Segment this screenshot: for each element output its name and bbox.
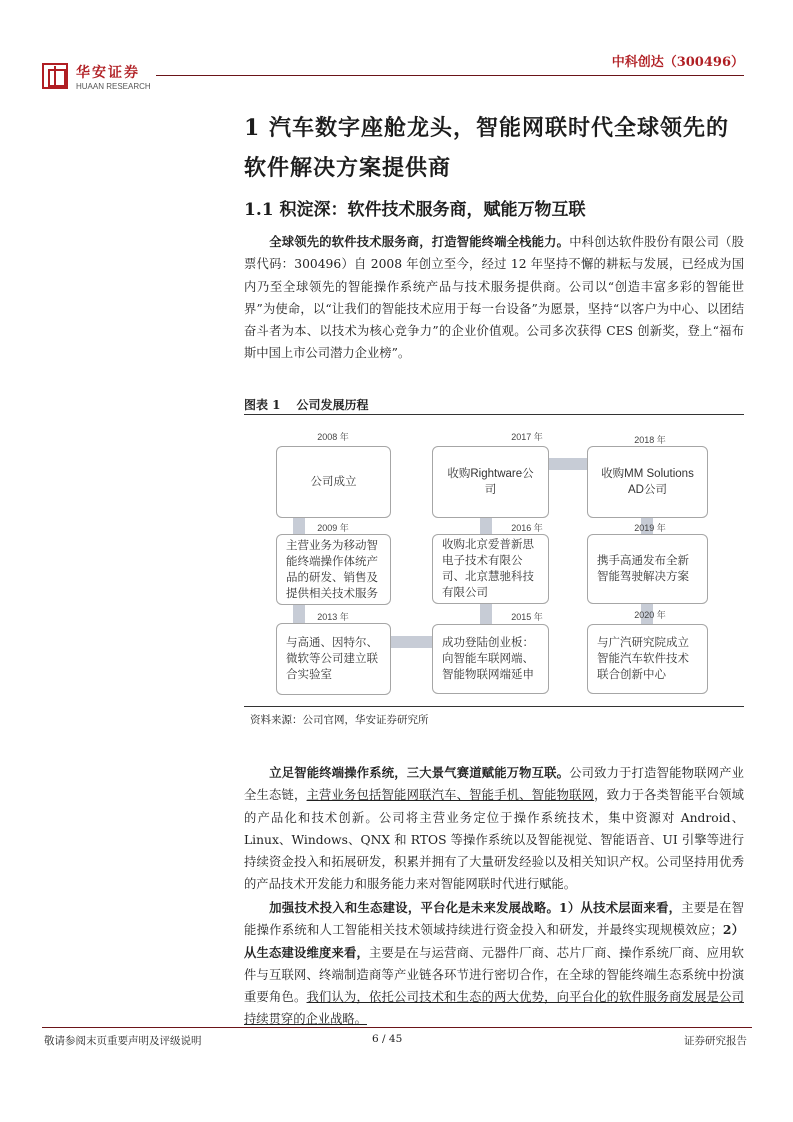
paragraph-underline: 我们认为，依托公司技术和生态的两大优势，向平台化的软件服务商发展是公司持续贯穿的企业战略。 — [244, 990, 744, 1027]
paragraph-underline: 主营业务包括智能网联汽车、智能手机、智能物联网 — [306, 788, 595, 803]
timeline-connector — [480, 518, 492, 534]
paragraph-intro — [244, 231, 744, 365]
section-title: 1 汽车数字座舱龙头，智能网联时代全球领先的软件解决方案提供商 — [244, 115, 729, 181]
figure-title — [244, 396, 369, 413]
timeline-event: 主营业务为移动智能终端操作体统产品的研发、销售及提供相关技术服务 — [276, 534, 391, 605]
timeline-event: 收购北京爱普新思电子技术有限公司、北京慧驰科技有限公司 — [432, 534, 549, 604]
timeline-event: 成功登陆创业板：向智能车联网端、智能物联网端延申 — [432, 624, 549, 694]
timeline-event: 公司成立 — [276, 446, 391, 518]
paragraph-keyword: 2）从生态建设维度来看， — [244, 922, 744, 960]
brand-name: 华安证券 — [76, 65, 140, 81]
timeline-event: 收购MM Solutions AD公司 — [587, 446, 708, 518]
header-divider — [156, 75, 744, 76]
timeline-event: 与高通、因特尔、微软等公司建立联合实验室 — [276, 623, 391, 695]
brand-name-en: HUAAN RESEARCH — [76, 82, 151, 91]
timeline-year: 2020 年 — [634, 610, 666, 620]
timeline-connector — [549, 458, 589, 470]
paragraph-lead: 加强技术投入和生态建设，平台化是未来发展战略。 — [269, 900, 560, 915]
timeline-connector — [390, 636, 434, 648]
brand-logo-icon — [42, 63, 68, 89]
footer-disclaimer: 敬请参阅末页重要声明及评级说明 — [44, 1035, 202, 1047]
timeline-year: 2016 年 — [511, 523, 543, 533]
timeline-year: 2015 年 — [511, 612, 543, 622]
timeline-year: 2008 年 — [317, 432, 349, 442]
timeline-event: 收购Rightware公司 — [432, 446, 549, 518]
subsection-title: 1.1 积淀深：软件技术服务商，赋能万物互联 — [244, 200, 586, 220]
timeline-connector — [293, 605, 305, 623]
figure-source: 资料来源：公司官网，华安证券研究所 — [250, 714, 429, 726]
timeline-year: 2009 年 — [317, 523, 349, 533]
figure-rule-bottom — [244, 706, 744, 707]
paragraph-text: ，致力于各类智能平台领域的产品化和技术创新。公司将主营业务定位于操作系统技术，集中资源对 Android、Linux、Windows、QNX 和 RTOS 等操作系统以及智能视觉、智能语音、UI 引擎等进行持续资金投入和拓展研发，积累并拥有了大量研发经验以及相关知识产权。公司坚持用优秀的产品技术开发能力和服务能力来对智能网联时代进行赋能。 — [244, 788, 744, 892]
figure-rule-top — [244, 414, 744, 415]
paragraph-body: 中科创达软件股份有限公司（股票代码：300496）自 2008 年创立至今，经过 12 年坚持不懈的耕耘与发展，已经成为国内乃至全球领先的智能操作系统产品与技术服务提供商。公司以“创造丰富多彩的智能世界”为使命，以“让我们的智能技术应用于每一台设备”为愿景，坚持“以客户为中心、以团结奋斗者为本、以技术为核心竞争力”的企业价值观。公司多次获得 CES 创新奖，登上“福布斯中国上市公司潜力企业榜”。 — [244, 235, 744, 361]
page-number: 6 / 45 — [372, 1033, 403, 1045]
paragraph-text: 公司致力于打造智能物联网产业全生态链， — [244, 766, 744, 803]
timeline-year: 2017 年 — [511, 432, 543, 442]
figure-caption: 公司发展历程 — [296, 398, 369, 412]
paragraph-keyword: 1）从技术层面来看， — [559, 900, 682, 915]
footer-report-type: 证券研究报告 — [684, 1035, 747, 1047]
timeline-event: 携手高通发布全新智能驾驶解决方案 — [587, 534, 708, 604]
paragraph-text: 主要是在智能操作系统和人工智能相关技术领域持续进行资金投入和研发，并最终实现规模效应； — [244, 901, 744, 938]
timeline-year: 2019 年 — [634, 523, 666, 533]
footer-divider — [42, 1027, 752, 1028]
figure-label: 图表 1 — [244, 398, 281, 412]
paragraph-strategy — [244, 897, 744, 1031]
timeline-connector — [293, 518, 305, 534]
stock-label: 中科创达（300496） — [611, 55, 744, 70]
timeline-year: 2013 年 — [317, 612, 349, 622]
paragraph-business — [244, 762, 744, 896]
paragraph-lead: 全球领先的软件技术服务商，打造智能终端全栈能力。 — [269, 234, 570, 249]
timeline-year: 2018 年 — [634, 435, 666, 445]
paragraph-text: 主要是在与运营商、元器件厂商、芯片厂商、操作系统厂商、应用软件与互联网、终端制造商等产业链各环节进行密切合作，在全球的智能终端生态系统中扮演重要角色。 — [244, 945, 744, 1005]
timeline-connector — [480, 604, 492, 624]
paragraph-lead: 立足智能终端操作系统，三大景气赛道赋能万物互联。 — [269, 765, 570, 780]
timeline-event: 与广汽研究院成立智能汽车软件技术联合创新中心 — [587, 624, 708, 694]
